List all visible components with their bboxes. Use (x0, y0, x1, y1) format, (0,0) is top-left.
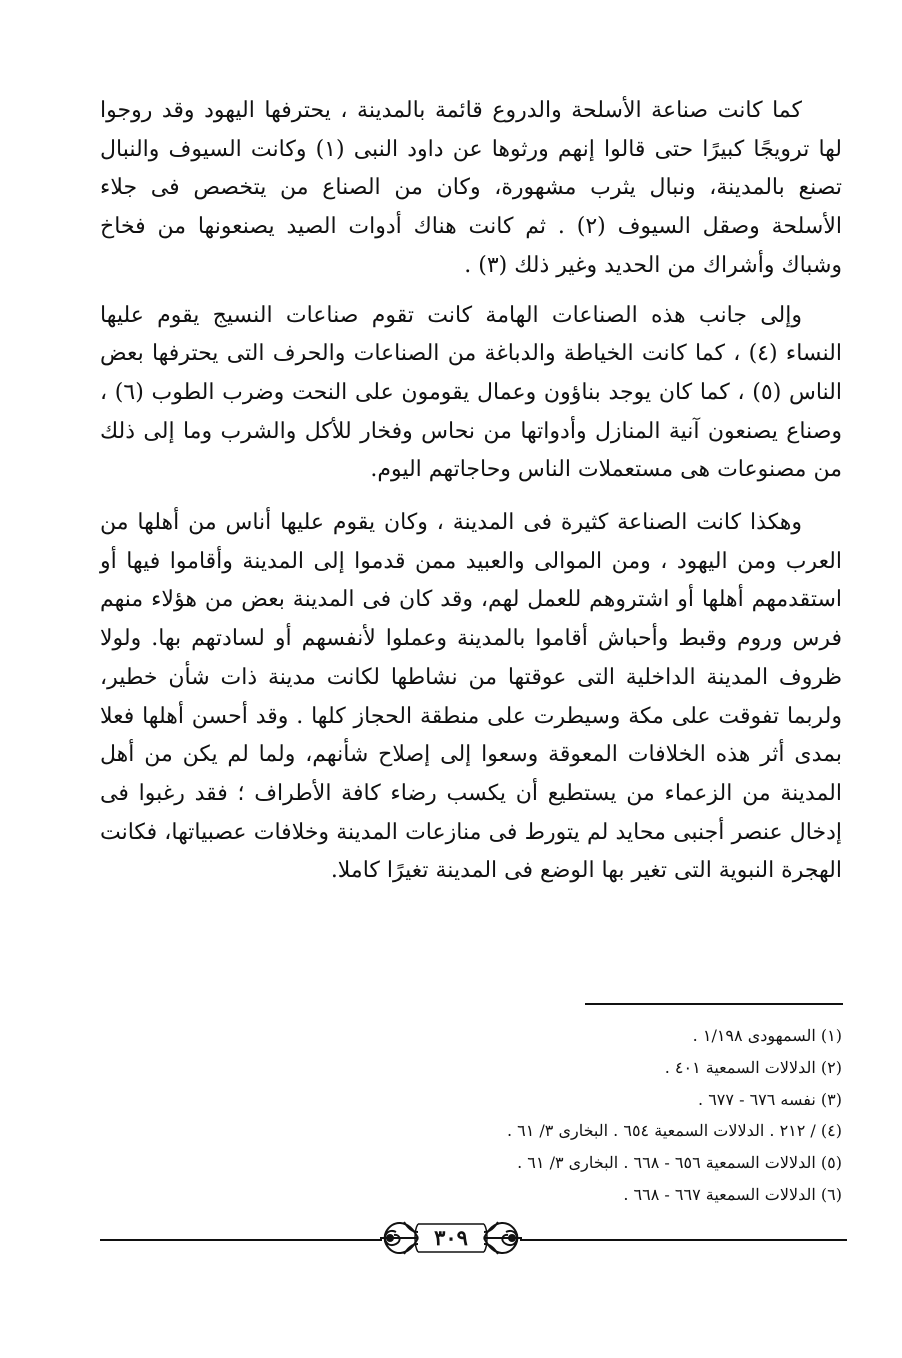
paragraph-crafts-textiles: وإلى جانب هذه الصناعات الهامة كانت تقوم صناعات النسيج يقوم عليها النساء (٤) ، كما كانت الخياطة والدباغة من الصناعات والحرف التى يحترفها بعض الناس (٥) ، كما كان يوجد بناؤون وعمال يقومون على النحت وضرب الطوب (٦) ، وصناع يصنعون آنية المنازل وأدواتها من نحاس وفخار للأكل والشرب وما إلى ذلك من مصنوعات هى مستعملات الناس وحاجاتهم اليوم. (100, 302, 842, 483)
footnotes (242, 1020, 842, 1211)
footnote-6: (٦) الدلالات السمعية ٦٦٧ - ٦٦٨ . (623, 1184, 842, 1204)
footnote-separator (585, 1003, 843, 1005)
footnote-5: (٥) الدلالات السمعية ٦٥٦ - ٦٦٨ . البخارى ٣/ ٦١ . (517, 1153, 842, 1173)
footnote-3: (٣) نفسه ٦٧٦ - ٦٧٧ . (698, 1089, 842, 1109)
body-text (100, 92, 842, 891)
footnote-2: (٢) الدلالات السمعية ٤٠١ . (664, 1057, 842, 1077)
footnote-1: (١) السمهودى ١/١٩٨ . (692, 1026, 842, 1045)
footer-rule-left (100, 1239, 382, 1241)
footnote-4: (٤) / ٢١٢ . الدلالات السمعية ٦٥٤ . البخارى ٣/ ٦١ . (506, 1121, 842, 1141)
paragraph-crafts-weapons: كما كانت صناعة الأسلحة والدروع قائمة بالمدينة ، يحترفها اليهود وقد روجوا لها ترويجًا كبيرًا حتى قالوا إنهم ورثوها عن داود النبى (١) وكانت السيوف والنبال تصنع بالمدينة، ونبال يثرب مشهورة، وكان من الصناع من يتخصص فى جلاء الأسلحة وصقل السيوف (٢) . ثم كانت هناك أدوات الصيد يصنعونها من فخاخ وشباك وأشراك من الحديد وغير ذلك (٣) . (100, 98, 842, 278)
paragraph-crafts-summary: وهكذا كانت الصناعة كثيرة فى المدينة ، وكان يقوم عليها أناس من أهلها من العرب ومن اليهود ، ومن الموالى والعبيد ممن قدموا إلى المدينة وأقاموا فيها أو استقدمهم أهلها أو اشتروهم للعمل لهم، وقد كان فى المدينة بعض من هؤلاء منهم فرس وروم وقبط وأحباش أقاموا بالمدينة وعملوا لأنفسهم أو لسادتهم بها. ولولا ظروف المدينة الداخلية التى عوقتها من نشاطها لكانت مدينة ذات شأن خطير، ولربما تفوقت على مكة وسيطرت على منطقة الحجاز كلها . وقد أحسن أهلها فعلا بمدى أثر هذه الخلافات المعوقة وسعوا إلى إصلاح شأنهم، ولما لم يكن من أهل المدينة من الزعماء من يستطيع أن يكسب رضاء كافة الأطراف ؛ فقد رغبوا فى إدخال عنصر أجنبى محايد لم يتورط فى منازعات المدينة وخلافات عصبياتها، فكانت الهجرة النبوية التى تغير بها الوضع فى المدينة تغيرًا كاملا. (100, 510, 843, 884)
page-number: ٣٠٩ (434, 1225, 468, 1250)
footer-rule-right (520, 1239, 847, 1241)
